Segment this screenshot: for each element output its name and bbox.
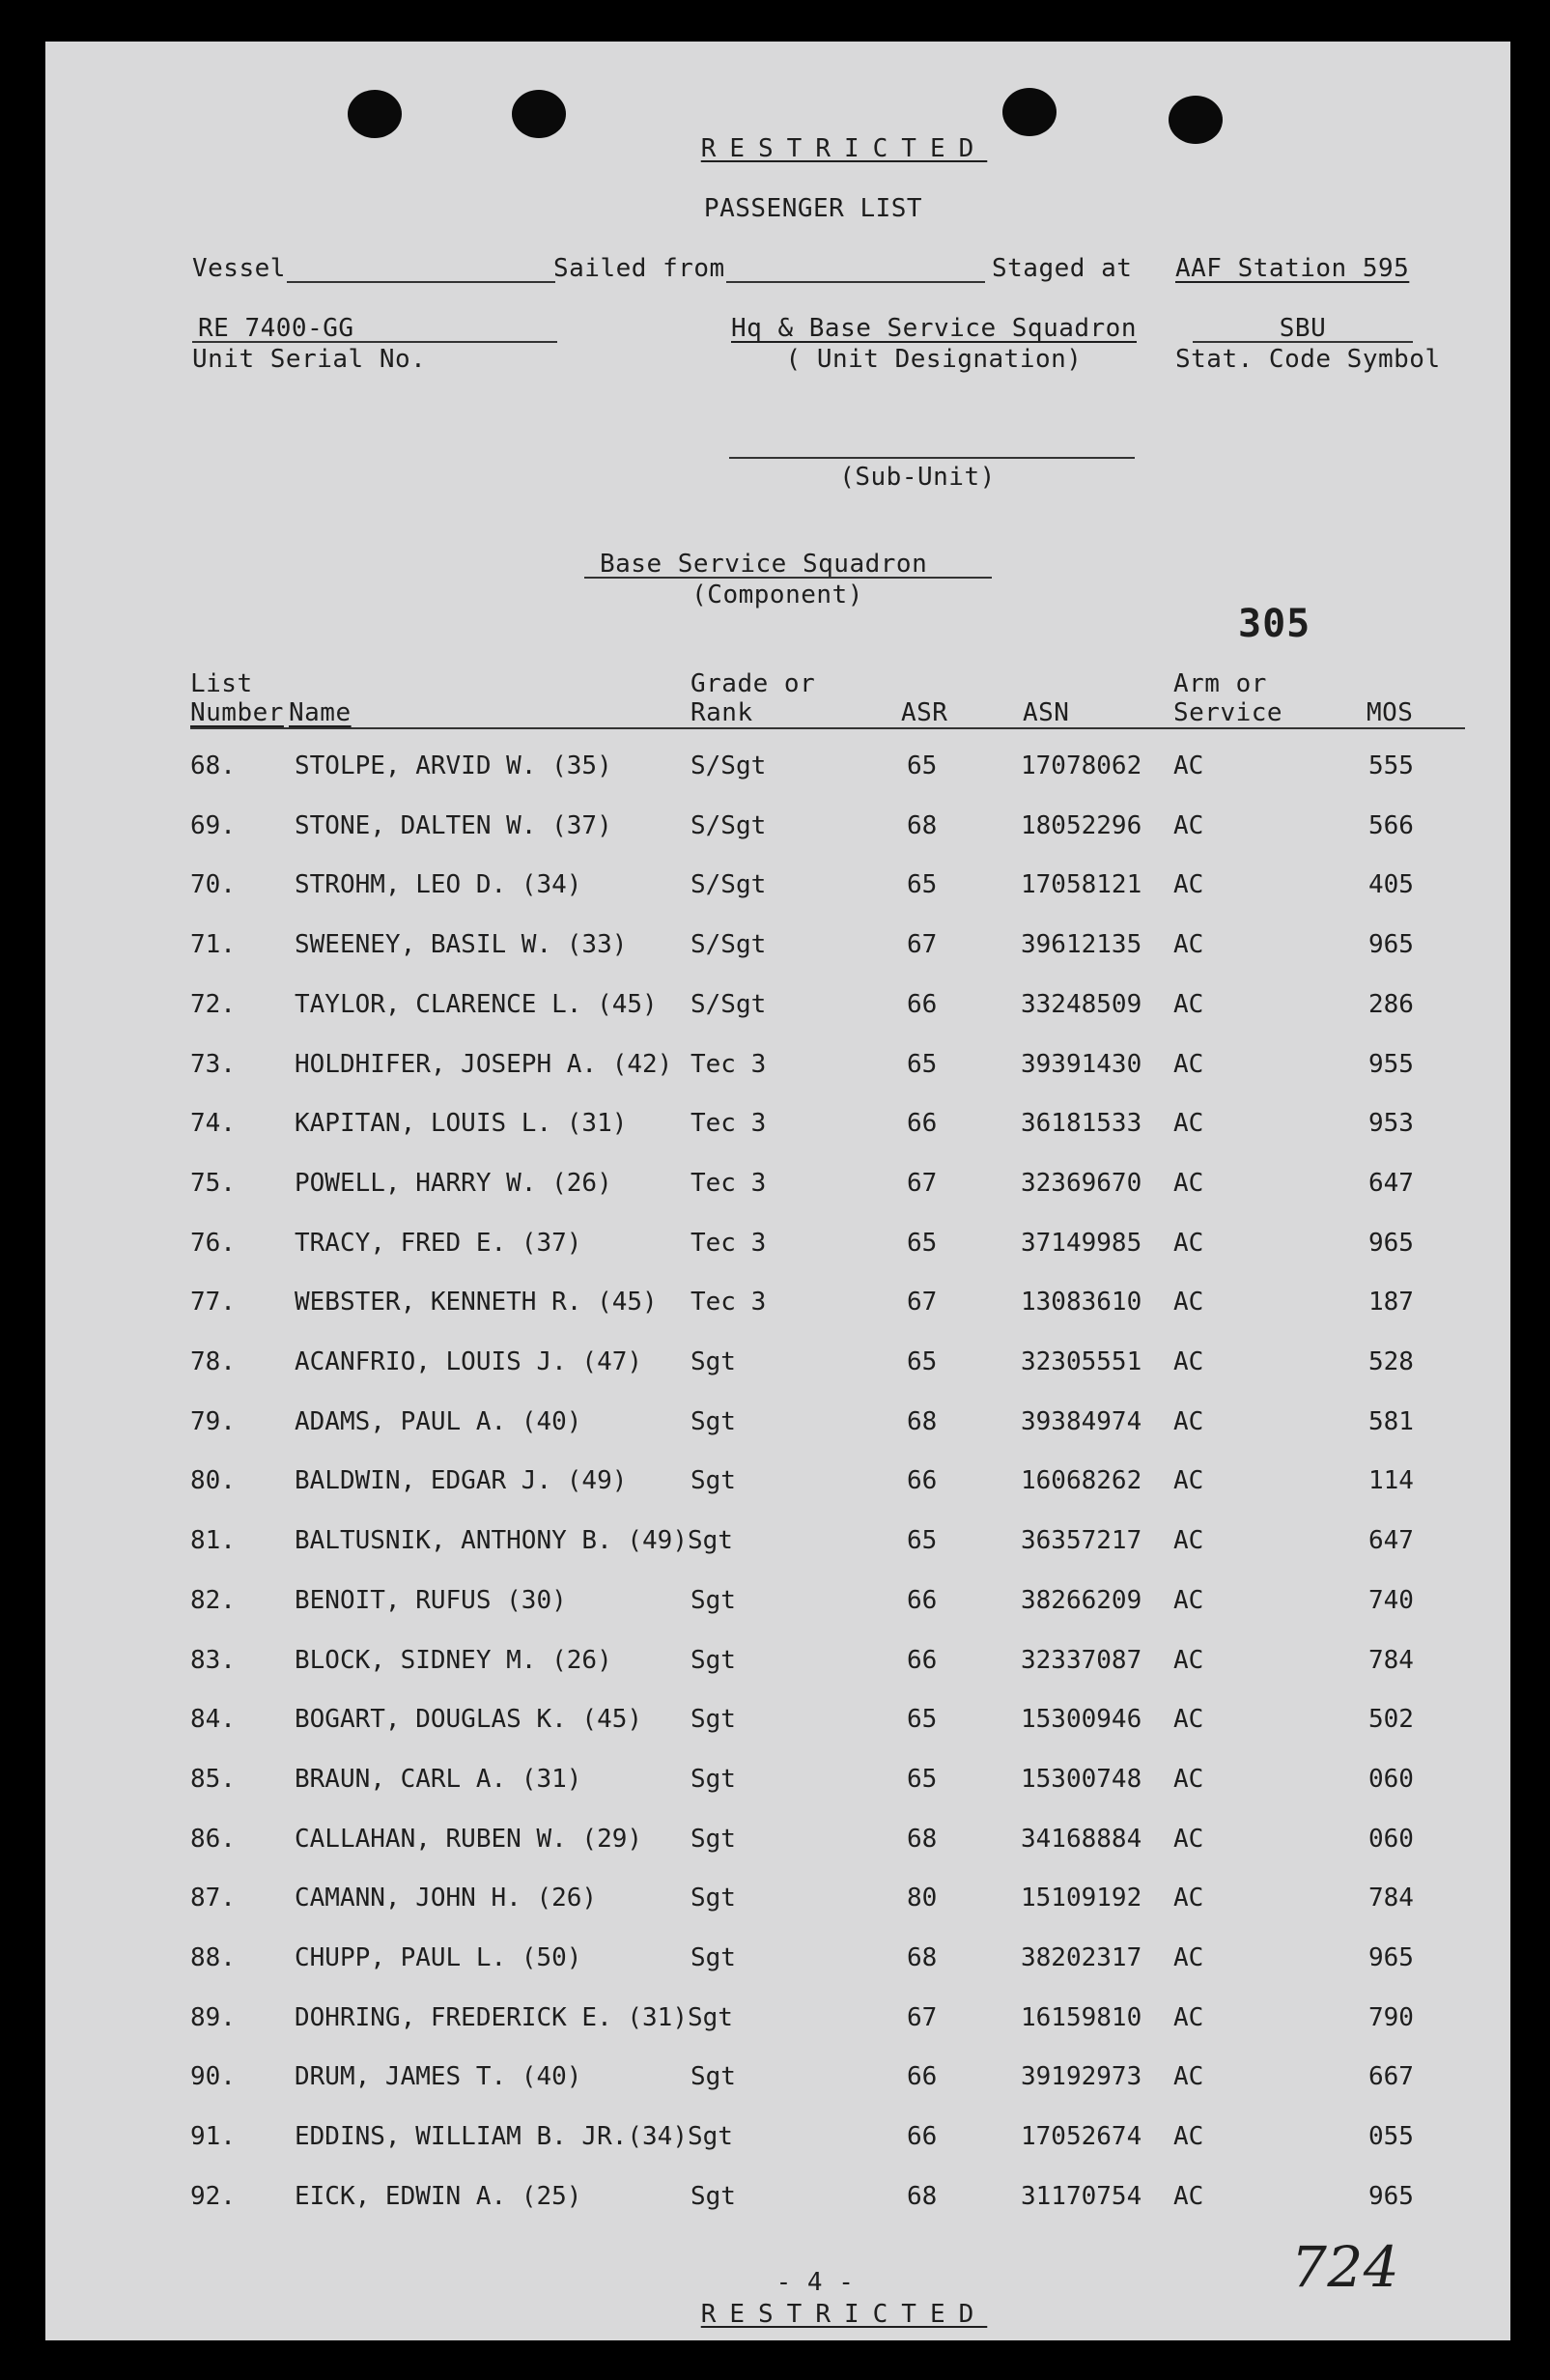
row-number: 77. <box>190 1288 236 1318</box>
col-grade-header: Grade or <box>690 669 816 698</box>
grade: Sgt <box>690 1645 736 1675</box>
asr: 68 <box>907 2181 938 2211</box>
asn: 38266209 <box>1021 1585 1142 1615</box>
row-number: 76. <box>190 1228 236 1258</box>
table-row <box>45 1229 1510 1267</box>
table-row <box>45 2003 1510 2042</box>
asr: 66 <box>907 1109 938 1139</box>
row-number: 74. <box>190 1109 236 1139</box>
restricted-footer: RESTRICTED <box>700 2300 988 2329</box>
col-asr-header: ASR <box>901 698 948 727</box>
mos: 965 <box>1368 1943 1414 1972</box>
asn: 39384974 <box>1021 1406 1142 1436</box>
passenger-name: POWELL, HARRY W. (26) <box>295 1168 612 1198</box>
arm-service: AC <box>1173 1168 1204 1198</box>
passenger-name: STOLPE, ARVID W. (35) <box>295 751 612 780</box>
grade: Sgt <box>690 2062 736 2092</box>
arm-service: AC <box>1173 1049 1204 1079</box>
asr: 65 <box>907 1228 938 1258</box>
arm-service: AC <box>1173 1406 1204 1436</box>
component-value: Base Service Squadron <box>600 550 928 579</box>
passenger-name: BALDWIN, EDGAR J. (49) <box>295 1466 628 1496</box>
sub-unit-line <box>729 457 1135 459</box>
grade: Sgt <box>690 2181 736 2211</box>
asr: 65 <box>907 1764 938 1794</box>
col-arm-header: Arm or <box>1173 669 1267 698</box>
asn: 13083610 <box>1021 1288 1142 1318</box>
row-number: 87. <box>190 1884 236 1913</box>
asn: 17052674 <box>1021 2122 1142 2152</box>
passenger-name: TAYLOR, CLARENCE L. (45) <box>295 989 658 1019</box>
asn: 17078062 <box>1021 751 1142 780</box>
stat-code-value: SBU <box>1279 314 1327 343</box>
table-row <box>45 1109 1510 1148</box>
row-number: 82. <box>190 1585 236 1615</box>
mos: 740 <box>1368 1585 1414 1615</box>
asr: 65 <box>907 1705 938 1735</box>
asn: 39391430 <box>1021 1049 1142 1079</box>
asr: 65 <box>907 870 938 900</box>
row-number: 71. <box>190 930 236 960</box>
grade: Tec 3 <box>690 1049 767 1079</box>
passenger-name: BOGART, DOUGLAS K. (45) <box>295 1705 643 1735</box>
arm-service: AC <box>1173 1943 1204 1972</box>
row-number: 73. <box>190 1049 236 1079</box>
row-number: 69. <box>190 810 236 840</box>
asn: 37149985 <box>1021 1228 1142 1258</box>
mos: 784 <box>1368 1884 1414 1913</box>
col-rank-header: Rank <box>690 698 753 727</box>
table-row <box>45 1586 1510 1625</box>
handwritten-number: 724 <box>1291 2234 1400 2300</box>
mos: 581 <box>1368 1406 1414 1436</box>
grade: Tec 3 <box>690 1228 767 1258</box>
passenger-name: BLOCK, SIDNEY M. (26) <box>295 1645 612 1675</box>
mos: 965 <box>1368 1228 1414 1258</box>
row-number: 72. <box>190 989 236 1019</box>
col-asn-header: ASN <box>1023 698 1070 727</box>
asr: 66 <box>907 2062 938 2092</box>
vessel-label: Vessel <box>192 254 286 283</box>
unit-serial-label: Unit Serial No. <box>192 345 427 374</box>
asn: 33248509 <box>1021 989 1142 1019</box>
unit-serial-value: RE 7400-GG <box>198 314 354 343</box>
row-number: 81. <box>190 1526 236 1556</box>
grade: Sgt <box>690 1884 736 1913</box>
arm-service: AC <box>1173 1109 1204 1139</box>
table-row <box>45 2122 1510 2161</box>
arm-service: AC <box>1173 1824 1204 1854</box>
arm-service: AC <box>1173 1585 1204 1615</box>
passenger-name: DRUM, JAMES T. (40) <box>295 2062 582 2092</box>
asr: 65 <box>907 751 938 780</box>
passenger-name: BALTUSNIK, ANTHONY B. (49)Sgt <box>295 1526 733 1556</box>
asr: 65 <box>907 1049 938 1079</box>
row-number: 84. <box>190 1705 236 1735</box>
table-row <box>45 751 1510 790</box>
mos: 060 <box>1368 1764 1414 1794</box>
page-number: - 4 - <box>775 2268 855 2297</box>
document-page <box>45 42 1510 2340</box>
passenger-name: ADAMS, PAUL A. (40) <box>295 1406 582 1436</box>
mos: 055 <box>1368 2122 1414 2152</box>
mos: 965 <box>1368 2181 1414 2211</box>
mos: 114 <box>1368 1466 1414 1496</box>
asn: 16159810 <box>1021 2002 1142 2032</box>
component-label: (Component) <box>691 581 863 609</box>
table-row <box>45 870 1510 909</box>
table-row <box>45 1705 1510 1743</box>
arm-service: AC <box>1173 2062 1204 2092</box>
unit-designation-value: Hq & Base Service Squadron <box>731 314 1137 343</box>
row-number: 92. <box>190 2181 236 2211</box>
asr: 65 <box>907 1526 938 1556</box>
row-number: 79. <box>190 1406 236 1436</box>
col-name-header: Name <box>289 698 352 727</box>
col-number-header: Number <box>190 698 284 727</box>
passenger-name: BRAUN, CARL A. (31) <box>295 1764 582 1794</box>
passenger-name: CAMANN, JOHN H. (26) <box>295 1884 598 1913</box>
asn: 18052296 <box>1021 810 1142 840</box>
table-row <box>45 1943 1510 1982</box>
row-number: 75. <box>190 1168 236 1198</box>
grade: Sgt <box>690 1347 736 1376</box>
table-row <box>45 1884 1510 1922</box>
asr: 66 <box>907 1645 938 1675</box>
asn: 17058121 <box>1021 870 1142 900</box>
mos: 060 <box>1368 1824 1414 1854</box>
grade: Tec 3 <box>690 1288 767 1318</box>
arm-service: AC <box>1173 1466 1204 1496</box>
col-mos-header: MOS <box>1367 698 1414 727</box>
grade: S/Sgt <box>690 810 767 840</box>
col-service-header: Service <box>1173 698 1283 727</box>
asn: 15109192 <box>1021 1884 1142 1913</box>
arm-service: AC <box>1173 751 1204 780</box>
asn: 32369670 <box>1021 1168 1142 1198</box>
asr: 67 <box>907 2002 938 2032</box>
asr: 67 <box>907 1168 938 1198</box>
grade: Sgt <box>690 1943 736 1972</box>
passenger-name: ACANFRIO, LOUIS J. (47) <box>295 1347 643 1376</box>
mos: 953 <box>1368 1109 1414 1139</box>
grade: Tec 3 <box>690 1109 767 1139</box>
punch-hole <box>1169 96 1223 144</box>
asr: 80 <box>907 1884 938 1913</box>
row-number: 83. <box>190 1645 236 1675</box>
mos: 647 <box>1368 1168 1414 1198</box>
grade: Sgt <box>690 1705 736 1735</box>
asn: 39612135 <box>1021 930 1142 960</box>
asr: 66 <box>907 1466 938 1496</box>
asn: 16068262 <box>1021 1466 1142 1496</box>
mos: 955 <box>1368 1049 1414 1079</box>
row-number: 86. <box>190 1824 236 1854</box>
component-line <box>584 577 992 579</box>
mos: 187 <box>1368 1288 1414 1318</box>
mos: 566 <box>1368 810 1414 840</box>
col-list-header: List <box>190 669 253 698</box>
grade: S/Sgt <box>690 870 767 900</box>
asr: 68 <box>907 1406 938 1436</box>
table-row <box>45 1288 1510 1326</box>
passenger-name: EDDINS, WILLIAM B. JR.(34)Sgt <box>295 2122 733 2152</box>
asn: 38202317 <box>1021 1943 1142 1972</box>
mos: 528 <box>1368 1347 1414 1376</box>
row-number: 91. <box>190 2122 236 2152</box>
asr: 67 <box>907 1288 938 1318</box>
asn: 31170754 <box>1021 2181 1142 2211</box>
grade: Sgt <box>690 1764 736 1794</box>
vessel-field <box>287 281 555 283</box>
asn: 39192973 <box>1021 2062 1142 2092</box>
grade: S/Sgt <box>690 930 767 960</box>
mos: 286 <box>1368 989 1414 1019</box>
mos: 502 <box>1368 1705 1414 1735</box>
staged-at-label: Staged at <box>992 254 1133 283</box>
asr: 66 <box>907 989 938 1019</box>
passenger-name: WEBSTER, KENNETH R. (45) <box>295 1288 658 1318</box>
asr: 67 <box>907 930 938 960</box>
asr: 68 <box>907 1943 938 1972</box>
passenger-name: STONE, DALTEN W. (37) <box>295 810 612 840</box>
table-row <box>45 1765 1510 1803</box>
passenger-name: DOHRING, FREDERICK E. (31)Sgt <box>295 2002 733 2032</box>
arm-service: AC <box>1173 2122 1204 2152</box>
arm-service: AC <box>1173 2181 1204 2211</box>
grade: Sgt <box>690 1585 736 1615</box>
passenger-name: EICK, EDWIN A. (25) <box>295 2181 582 2211</box>
row-number: 90. <box>190 2062 236 2092</box>
row-number: 80. <box>190 1466 236 1496</box>
passenger-name: TRACY, FRED E. (37) <box>295 1228 582 1258</box>
asn: 15300748 <box>1021 1764 1142 1794</box>
unit-serial-line <box>192 341 557 343</box>
table-row <box>45 2182 1510 2221</box>
arm-service: AC <box>1173 930 1204 960</box>
sailed-from-field <box>726 281 985 283</box>
sub-unit-label: (Sub-Unit) <box>839 463 996 492</box>
asn: 15300946 <box>1021 1705 1142 1735</box>
grade: S/Sgt <box>690 989 767 1019</box>
passenger-name: BENOIT, RUFUS (30) <box>295 1585 567 1615</box>
passenger-name: CALLAHAN, RUBEN W. (29) <box>295 1824 643 1854</box>
table-row <box>45 1169 1510 1207</box>
passenger-list-title: PASSENGER LIST <box>703 194 923 223</box>
grade: Sgt <box>690 1824 736 1854</box>
grade: Tec 3 <box>690 1168 767 1198</box>
table-row <box>45 990 1510 1029</box>
sailed-from-label: Sailed from <box>553 254 725 283</box>
unit-designation-label: ( Unit Designation) <box>785 345 1083 374</box>
arm-service: AC <box>1173 989 1204 1019</box>
asn: 32305551 <box>1021 1347 1142 1376</box>
row-number: 78. <box>190 1347 236 1376</box>
arm-service: AC <box>1173 870 1204 900</box>
mos: 965 <box>1368 930 1414 960</box>
passenger-name: STROHM, LEO D. (34) <box>295 870 582 900</box>
punch-hole <box>512 90 566 138</box>
asn: 36181533 <box>1021 1109 1142 1139</box>
asr: 66 <box>907 2122 938 2152</box>
asn: 34168884 <box>1021 1824 1142 1854</box>
mos: 555 <box>1368 751 1414 780</box>
asn: 36357217 <box>1021 1526 1142 1556</box>
arm-service: AC <box>1173 1228 1204 1258</box>
restricted-heading: RESTRICTED <box>700 134 988 163</box>
table-row <box>45 1825 1510 1863</box>
table-row <box>45 1347 1510 1386</box>
grade: Sgt <box>690 1406 736 1436</box>
arm-service: AC <box>1173 1288 1204 1318</box>
row-number: 70. <box>190 870 236 900</box>
row-number: 89. <box>190 2002 236 2032</box>
passenger-name: KAPITAN, LOUIS L. (31) <box>295 1109 628 1139</box>
table-row <box>45 811 1510 850</box>
row-number: 85. <box>190 1764 236 1794</box>
mos: 790 <box>1368 2002 1414 2032</box>
arm-service: AC <box>1173 1884 1204 1913</box>
mos: 405 <box>1368 870 1414 900</box>
asn: 32337087 <box>1021 1645 1142 1675</box>
arm-service: AC <box>1173 810 1204 840</box>
header-underline <box>190 727 1465 729</box>
arm-service: AC <box>1173 1764 1204 1794</box>
arm-service: AC <box>1173 1705 1204 1735</box>
table-row <box>45 1526 1510 1565</box>
arm-service: AC <box>1173 1347 1204 1376</box>
punch-hole <box>1002 88 1057 136</box>
mos: 667 <box>1368 2062 1414 2092</box>
page-stamp-number: 305 <box>1238 602 1311 646</box>
passenger-name: HOLDHIFER, JOSEPH A. (42) <box>295 1049 673 1079</box>
mos: 647 <box>1368 1526 1414 1556</box>
grade: Sgt <box>690 1466 736 1496</box>
table-row <box>45 1646 1510 1685</box>
grade: S/Sgt <box>690 751 767 780</box>
mos: 784 <box>1368 1645 1414 1675</box>
arm-service: AC <box>1173 2002 1204 2032</box>
asr: 68 <box>907 810 938 840</box>
stat-code-label: Stat. Code Symbol <box>1175 345 1441 374</box>
table-row <box>45 930 1510 969</box>
table-row <box>45 1466 1510 1505</box>
asr: 68 <box>907 1824 938 1854</box>
table-row <box>45 2062 1510 2101</box>
asr: 65 <box>907 1347 938 1376</box>
arm-service: AC <box>1173 1645 1204 1675</box>
stat-code-line <box>1193 341 1413 343</box>
table-row <box>45 1407 1510 1446</box>
row-number: 88. <box>190 1943 236 1972</box>
row-number: 68. <box>190 751 236 780</box>
passenger-name: CHUPP, PAUL L. (50) <box>295 1943 582 1972</box>
table-row <box>45 1050 1510 1089</box>
passenger-name: SWEENEY, BASIL W. (33) <box>295 930 628 960</box>
asr: 66 <box>907 1585 938 1615</box>
staged-at-value: AAF Station 595 <box>1175 254 1410 283</box>
arm-service: AC <box>1173 1526 1204 1556</box>
punch-hole <box>348 90 402 138</box>
